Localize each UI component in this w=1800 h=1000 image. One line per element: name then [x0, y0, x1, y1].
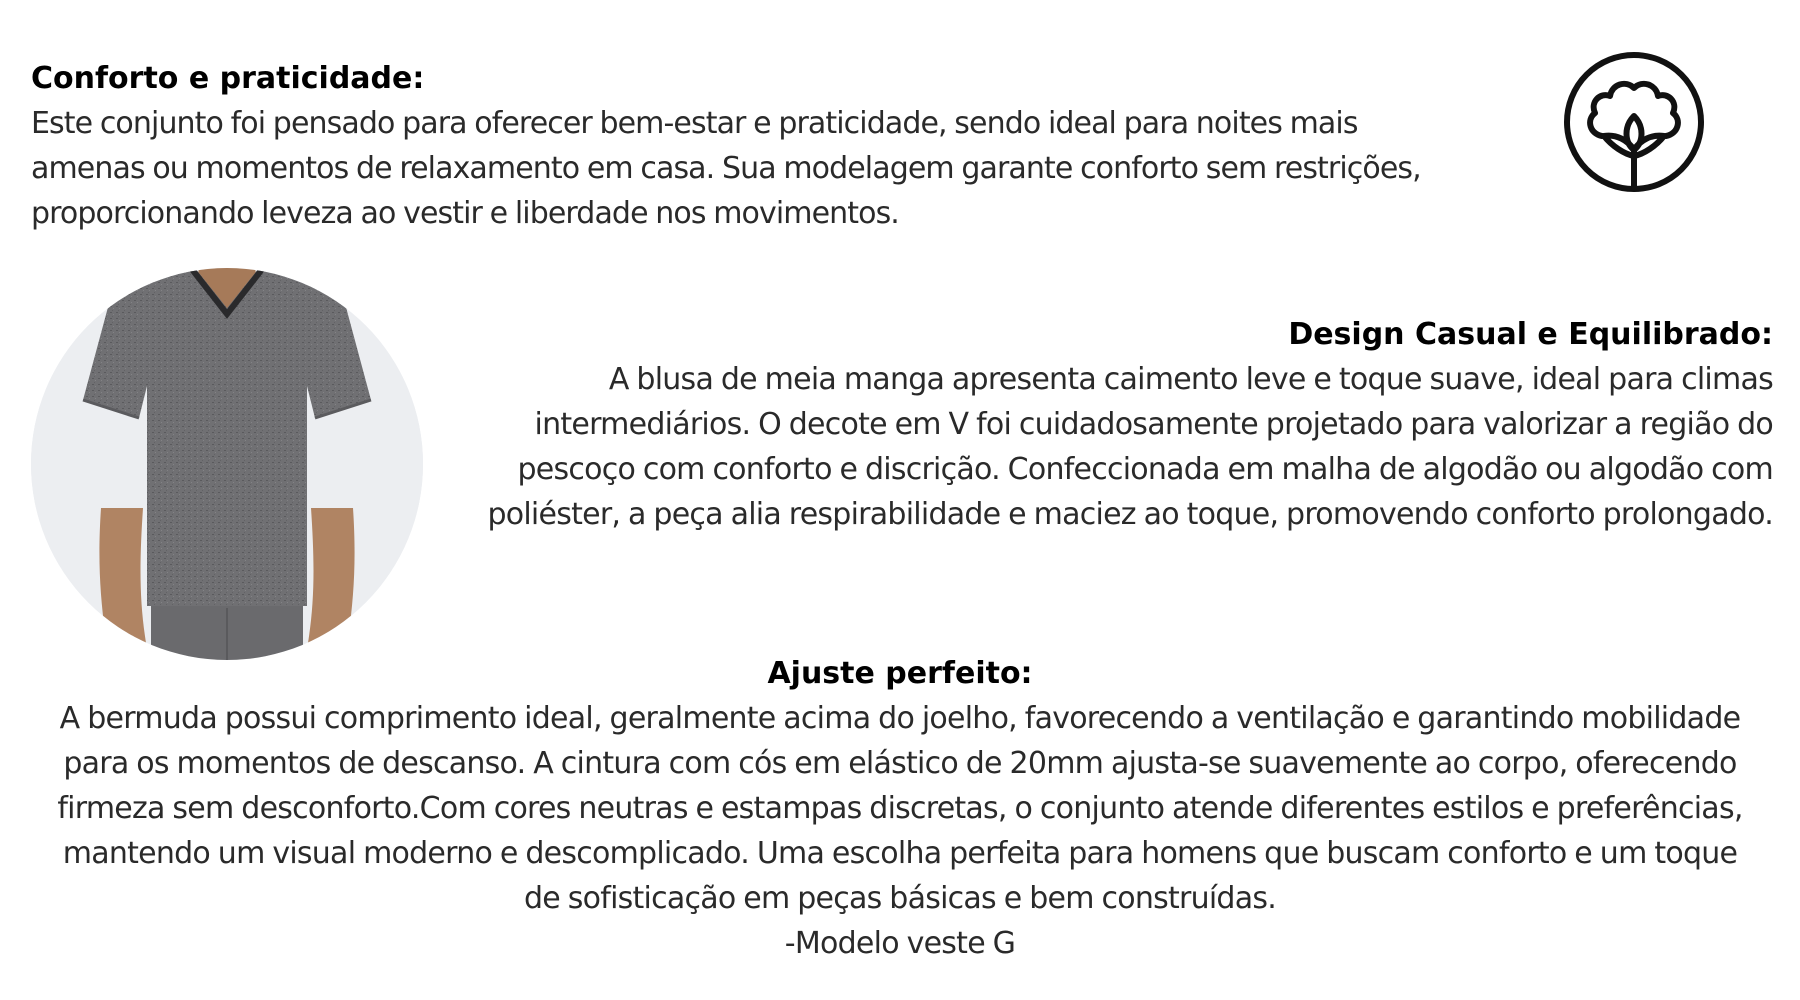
fit-line: A bermuda possui comprimento ideal, geralmente acima do joelho, favorecendo a ventilação e garantindo mobilidade — [59, 701, 1741, 736]
fit-line: firmeza sem desconforto.Com cores neutras e estampas discretas, o conjunto atende diferentes estilos e preferências, — [57, 791, 1743, 826]
fit-heading: Ajuste perfeito: — [767, 656, 1033, 691]
design-section — [373, 312, 1773, 537]
comfort-line: proporcionando leveza ao vestir e liberdade nos movimentos. — [31, 196, 899, 231]
comfort-line: amenas ou momentos de relaxamento em casa. Sua modelagem garante conforto sem restrições, — [31, 151, 1421, 186]
model-size-note: -Modelo veste G — [784, 926, 1016, 961]
design-line: intermediários. O decote em V foi cuidadosamente projetado para valorizar a região do — [534, 407, 1773, 442]
fit-section — [10, 651, 1790, 966]
fit-line: de sofisticação em peças básicas e bem construídas. — [523, 881, 1277, 916]
fit-line: mantendo um visual moderno e descomplicado. Uma escolha perfeita para homens que buscam conforto e um toque — [62, 836, 1738, 871]
comfort-text — [31, 101, 1531, 236]
model-tshirt-image — [31, 268, 423, 660]
comfort-line: Este conjunto foi pensado para oferecer bem-estar e praticidade, sendo ideal para noites mais — [31, 106, 1358, 141]
comfort-heading: Conforto e praticidade: — [31, 61, 425, 96]
design-line: pescoço com conforto e discrição. Confeccionada em malha de algodão ou algodão com — [517, 452, 1773, 487]
comfort-section — [31, 56, 1531, 236]
model-photo — [31, 268, 423, 660]
cotton-flower-icon — [1562, 50, 1706, 194]
design-heading: Design Casual e Equilibrado: — [1288, 317, 1773, 352]
design-text — [373, 357, 1773, 537]
fit-text — [10, 696, 1790, 966]
fit-line: para os momentos de descanso. A cintura com cós em elástico de 20mm ajusta-se suavemente ao corpo, oferecendo — [63, 746, 1737, 781]
design-line: A blusa de meia manga apresenta caimento leve e toque suave, ideal para climas — [608, 362, 1773, 397]
design-line: poliéster, a peça alia respirabilidade e maciez ao toque, promovendo conforto prolongado. — [487, 497, 1773, 532]
